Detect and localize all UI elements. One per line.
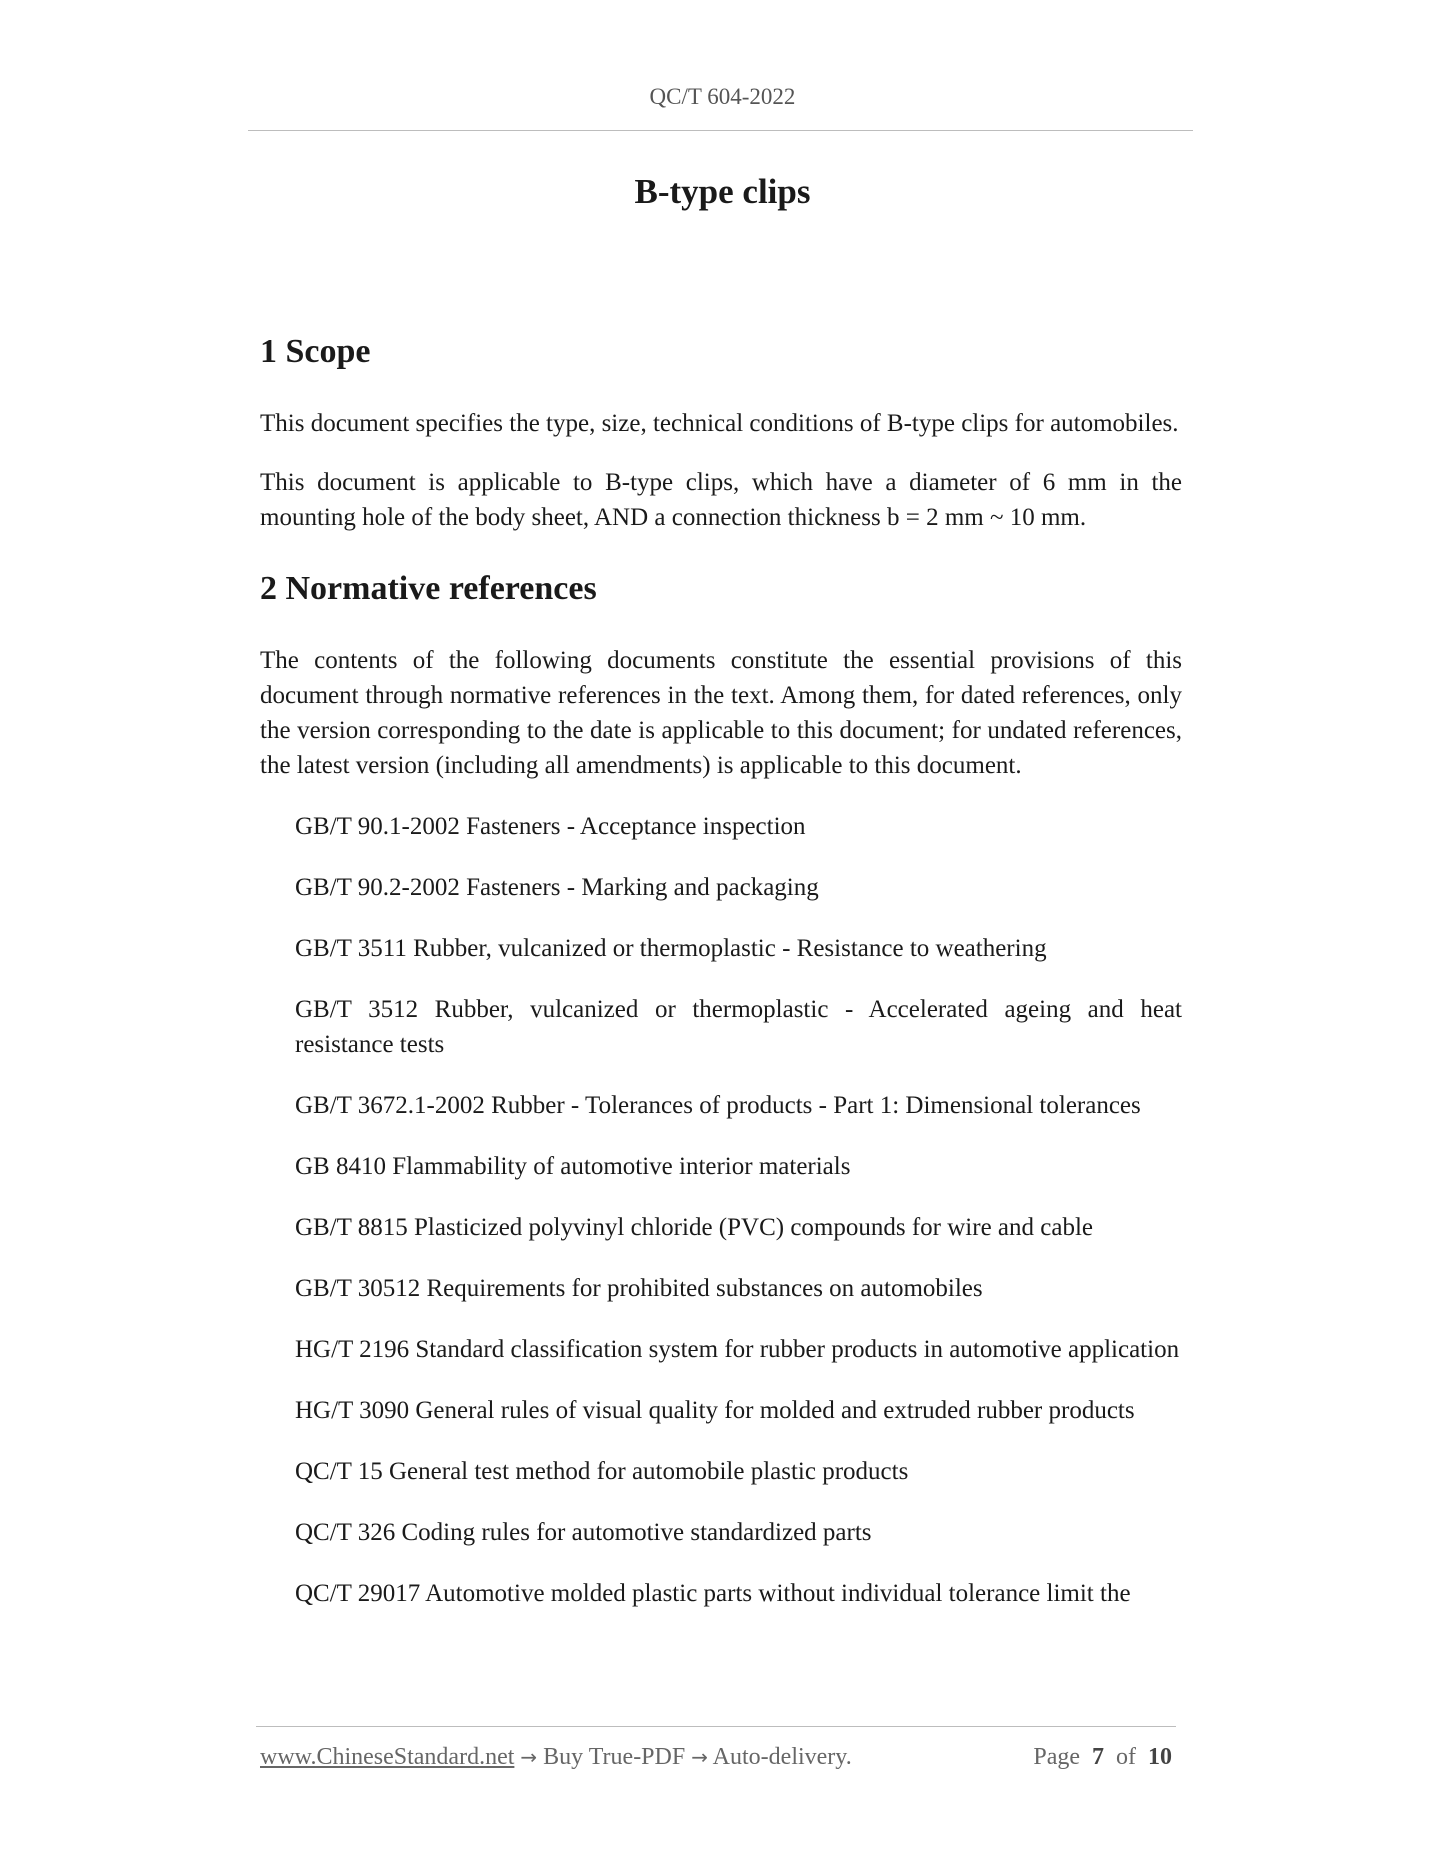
reference-item: GB/T 3512 Rubber, vulcanized or thermoplastic - Accelerated ageing and heat resistance tests bbox=[295, 996, 1182, 1058]
total-pages-number: 10 bbox=[1148, 1744, 1172, 1770]
header-divider bbox=[248, 130, 1193, 131]
page-indicator bbox=[1033, 1744, 1172, 1771]
reference-list bbox=[260, 809, 1182, 1611]
reference-item: GB/T 90.2-2002 Fasteners - Marking and packaging bbox=[295, 874, 819, 901]
reference-item: QC/T 15 General test method for automobile plastic products bbox=[295, 1458, 909, 1485]
reference-item: GB/T 30512 Requirements for prohibited substances on automobiles bbox=[295, 1275, 983, 1302]
footer-divider bbox=[256, 1726, 1176, 1727]
reference-item: QC/T 326 Coding rules for automotive standardized parts bbox=[295, 1519, 872, 1546]
paragraph: The contents of the following documents constitute the essential provisions of this document through normative references in the text. Among them, for dated references, only the version corresponding to the date is applicable to this document; for undated references, the latest version (including all amendments) is applicable to this document. bbox=[260, 647, 1182, 779]
reference-item: HG/T 3090 General rules of visual quality for molded and extruded rubber products bbox=[295, 1397, 1135, 1424]
section-scope bbox=[260, 330, 1182, 535]
reference-item: GB 8410 Flammability of automotive interior materials bbox=[295, 1153, 851, 1180]
reference-item: GB/T 3672.1-2002 Rubber - Tolerances of products - Part 1: Dimensional tolerances bbox=[295, 1092, 1141, 1119]
page-label: Page bbox=[1033, 1744, 1080, 1770]
buy-pdf-text: Buy True-PDF bbox=[543, 1744, 686, 1770]
of-label: of bbox=[1116, 1744, 1136, 1770]
document-title: B-type clips bbox=[634, 172, 811, 211]
paragraph: This document is applicable to B-type clips, which have a diameter of 6 mm in the mounting hole of the body sheet, AND a connection thickness b = 2 mm ~ 10 mm. bbox=[260, 469, 1182, 531]
auto-delivery-text: Auto-delivery. bbox=[712, 1744, 852, 1770]
section-heading-scope: 1 Scope bbox=[260, 333, 371, 370]
reference-item: GB/T 8815 Plasticized polyvinyl chloride (PVC) compounds for wire and cable bbox=[295, 1214, 1093, 1241]
arrow-right-icon: → bbox=[691, 1745, 708, 1769]
reference-item: QC/T 29017 Automotive molded plastic parts without individual tolerance limit the bbox=[295, 1580, 1131, 1607]
reference-item: GB/T 3511 Rubber, vulcanized or thermoplastic - Resistance to weathering bbox=[295, 935, 1047, 962]
website-link[interactable]: www.ChineseStandard.net bbox=[260, 1744, 515, 1770]
arrow-right-icon: → bbox=[520, 1745, 538, 1769]
paragraph: This document specifies the type, size, technical conditions of B-type clips for automobiles. bbox=[260, 410, 1179, 437]
reference-item: HG/T 2196 Standard classification system for rubber products in automotive application bbox=[295, 1336, 1180, 1363]
section-normative-references bbox=[260, 567, 1182, 1611]
header-document-code: QC/T 604-2022 bbox=[649, 84, 796, 109]
section-heading-normative-references: 2 Normative references bbox=[260, 570, 597, 607]
footer-promo bbox=[260, 1744, 852, 1771]
document-body bbox=[260, 330, 1182, 1611]
reference-item: GB/T 90.1-2002 Fasteners - Acceptance inspection bbox=[295, 813, 806, 840]
current-page-number: 7 bbox=[1092, 1744, 1104, 1770]
